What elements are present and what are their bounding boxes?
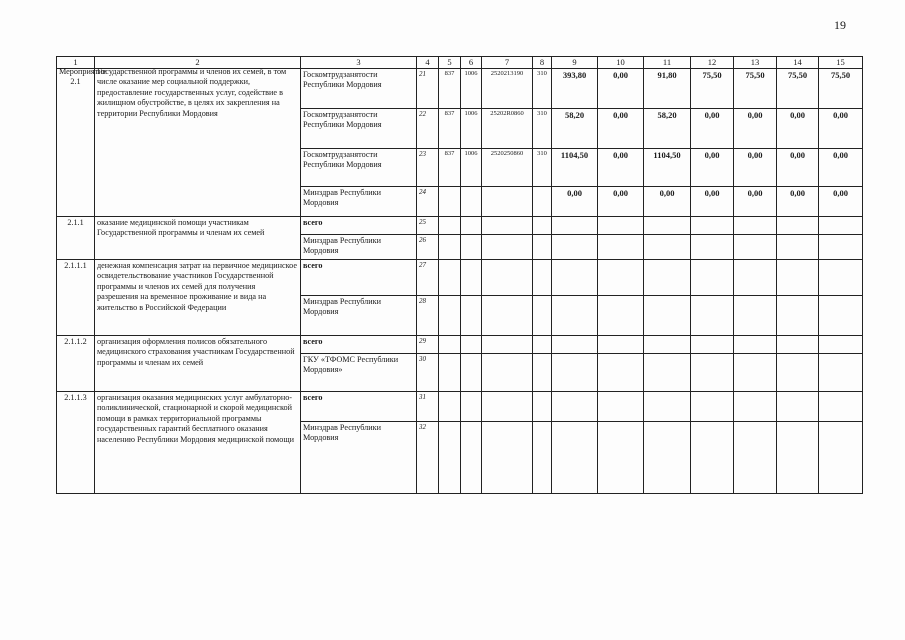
code-grbs bbox=[439, 186, 461, 216]
value-year: 0,00 bbox=[777, 186, 819, 216]
row-number: 27 bbox=[417, 259, 439, 295]
col-header: 6 bbox=[461, 57, 482, 69]
row-number: 32 bbox=[417, 421, 439, 493]
executor-total: всего bbox=[301, 335, 417, 353]
col-header: 9 bbox=[552, 57, 598, 69]
executor: Госкомтрудзанятости Республики Мордовия bbox=[301, 148, 417, 186]
value-total: 1104,50 bbox=[552, 148, 598, 186]
row-number: 24 bbox=[417, 186, 439, 216]
row-number: 26 bbox=[417, 234, 439, 259]
col-header: 1 bbox=[57, 57, 95, 69]
code-target: 25202R0860 bbox=[482, 108, 533, 148]
executor: Минздрав Республики Мордовия bbox=[301, 421, 417, 493]
value-year: 1104,50 bbox=[644, 148, 691, 186]
row-number: 22 bbox=[417, 108, 439, 148]
value-year: 75,50 bbox=[777, 68, 819, 108]
code-target bbox=[482, 186, 533, 216]
col-header: 5 bbox=[439, 57, 461, 69]
value-total: 58,20 bbox=[552, 108, 598, 148]
code-type: 310 bbox=[533, 148, 552, 186]
value-year: 0,00 bbox=[691, 108, 734, 148]
value-year: 0,00 bbox=[734, 108, 777, 148]
col-header: 8 bbox=[533, 57, 552, 69]
value-year: 75,50 bbox=[819, 68, 863, 108]
col-header: 2 bbox=[95, 57, 301, 69]
executor: Минздрав Республики Мордовия bbox=[301, 234, 417, 259]
value-year: 0,00 bbox=[819, 186, 863, 216]
code-type: 310 bbox=[533, 108, 552, 148]
executor: Госкомтрудзанятости Республики Мордовия bbox=[301, 68, 417, 108]
row-number: 30 bbox=[417, 353, 439, 391]
table-row bbox=[57, 259, 863, 295]
code-section bbox=[461, 186, 482, 216]
code-type bbox=[533, 186, 552, 216]
col-header: 12 bbox=[691, 57, 734, 69]
col-header: 14 bbox=[777, 57, 819, 69]
value-total: 0,00 bbox=[552, 186, 598, 216]
executor: ГКУ «ТФОМС Республики Мордовия» bbox=[301, 353, 417, 391]
value-year: 0,00 bbox=[819, 108, 863, 148]
col-header: 3 bbox=[301, 57, 417, 69]
col-header: 4 bbox=[417, 57, 439, 69]
value-year: 0,00 bbox=[777, 148, 819, 186]
row-number: 23 bbox=[417, 148, 439, 186]
code-grbs: 837 bbox=[439, 108, 461, 148]
executor: Минздрав Республики Мордовия bbox=[301, 186, 417, 216]
row-number: 28 bbox=[417, 295, 439, 335]
item-id: 2.1.1 bbox=[57, 216, 95, 259]
code-type: 310 bbox=[533, 68, 552, 108]
item-id: 2.1.1.3 bbox=[57, 391, 95, 493]
executor-total: всего bbox=[301, 216, 417, 234]
executor-total: всего bbox=[301, 391, 417, 421]
code-section: 1006 bbox=[461, 148, 482, 186]
col-header: 10 bbox=[598, 57, 644, 69]
measure-description: Государственной программы и членов их семей, в том числе оказание мер социальной поддержки, предоставление государственных услуг, содействие в жилищном обустройстве, в целях их закрепления на территории Республики Мордовия bbox=[95, 68, 301, 216]
value-year: 0,00 bbox=[734, 186, 777, 216]
code-section: 1006 bbox=[461, 68, 482, 108]
item-description: денежная компенсация затрат на первичное медицинское освидетельствование участников Государственной программы и членов их семей для получения разрешения на временное проживание и вида на жительство в Российской Федерации bbox=[95, 259, 301, 335]
value-year: 0,00 bbox=[819, 148, 863, 186]
page-number: 19 bbox=[834, 18, 846, 32]
table-row bbox=[57, 335, 863, 353]
code-grbs: 837 bbox=[439, 148, 461, 186]
value-year: 58,20 bbox=[644, 108, 691, 148]
col-header: 13 bbox=[734, 57, 777, 69]
value-year: 0,00 bbox=[598, 108, 644, 148]
value-total: 393,80 bbox=[552, 68, 598, 108]
col-header: 11 bbox=[644, 57, 691, 69]
col-header: 15 bbox=[819, 57, 863, 69]
value-year: 0,00 bbox=[734, 148, 777, 186]
measure-id: Мероприятие 2.1 bbox=[57, 68, 95, 216]
value-year: 91,80 bbox=[644, 68, 691, 108]
table-row bbox=[57, 216, 863, 234]
item-description: оказание медицинской помощи участникам Государственной программы и членам их семей bbox=[95, 216, 301, 259]
item-id: 2.1.1.2 bbox=[57, 335, 95, 391]
item-id: 2.1.1.1 bbox=[57, 259, 95, 335]
item-description: организация оформления полисов обязательного медицинского страхования участникам Государственной программы и членам их семей bbox=[95, 335, 301, 391]
executor: Госкомтрудзанятости Республики Мордовия bbox=[301, 108, 417, 148]
row-number: 21 bbox=[417, 68, 439, 108]
executor-total: всего bbox=[301, 259, 417, 295]
value-year: 0,00 bbox=[598, 148, 644, 186]
item-description: организация оказания медицинских услуг амбулаторно-поликлинической, стационарной и скорой медицинской помощи в рамках территориальной программы государственных гарантий бесплатного оказания населению Республики Мордовия медицинской помощи bbox=[95, 391, 301, 493]
value-year: 0,00 bbox=[691, 148, 734, 186]
code-target: 2520250860 bbox=[482, 148, 533, 186]
row-number: 25 bbox=[417, 216, 439, 234]
value-year: 75,50 bbox=[734, 68, 777, 108]
value-year: 0,00 bbox=[777, 108, 819, 148]
value-year: 0,00 bbox=[644, 186, 691, 216]
row-number: 29 bbox=[417, 335, 439, 353]
value-year: 75,50 bbox=[691, 68, 734, 108]
value-year: 0,00 bbox=[691, 186, 734, 216]
col-header: 7 bbox=[482, 57, 533, 69]
code-grbs: 837 bbox=[439, 68, 461, 108]
budget-table bbox=[56, 56, 863, 494]
table-row bbox=[57, 391, 863, 421]
table-row bbox=[57, 68, 863, 108]
value-year: 0,00 bbox=[598, 68, 644, 108]
value-year: 0,00 bbox=[598, 186, 644, 216]
executor: Минздрав Республики Мордовия bbox=[301, 295, 417, 335]
row-number: 31 bbox=[417, 391, 439, 421]
code-target: 2520213190 bbox=[482, 68, 533, 108]
code-section: 1006 bbox=[461, 108, 482, 148]
